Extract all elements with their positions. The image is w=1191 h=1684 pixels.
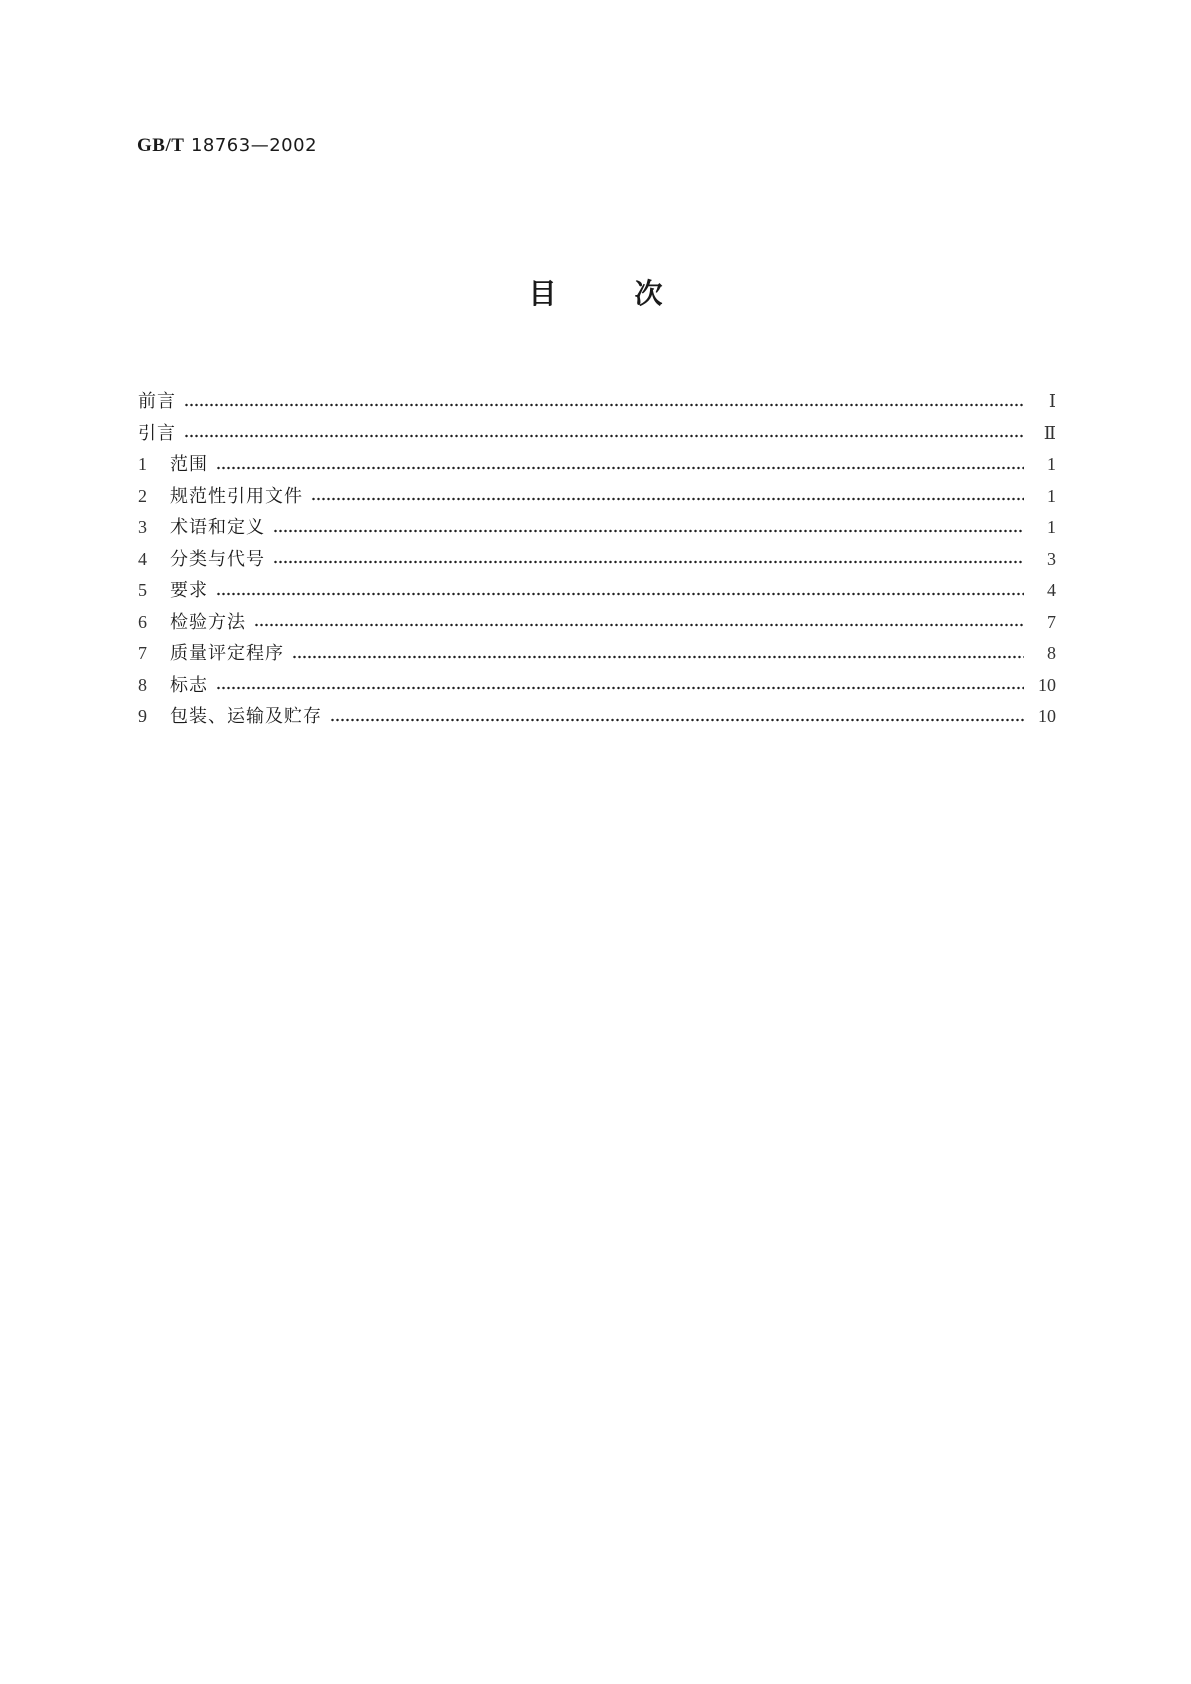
toc-dot-leader [216,466,1024,470]
document-code-number: 18763—2002 [190,135,318,156]
toc-entry-page: 10 [1038,706,1056,726]
toc-entry-page: Ⅰ [1048,391,1056,411]
toc-entry-label: 范围 [170,454,208,475]
toc-title-char-2: 次 [634,277,663,310]
document-code-prefix: GB/T [137,135,185,156]
toc-dot-leader [216,592,1024,596]
toc-entry-number: 9 [138,706,147,726]
toc-entry-page: 10 [1038,674,1056,695]
toc-title-char-1: 目 [528,277,557,310]
table-of-contents [138,386,1056,733]
toc-dot-leader [254,623,1024,627]
toc-dot-leader [216,686,1024,690]
toc-entry-label: 术语和定义 [170,517,265,538]
toc-entry-page: 1 [1047,517,1056,537]
toc-entry-page: 1 [1047,454,1056,474]
toc-entry-6[interactable] [138,607,1056,639]
toc-entry-label: 引言 [138,422,176,444]
toc-entry-number: 2 [138,485,147,506]
toc-entry-1[interactable] [138,449,1056,481]
toc-entry-2[interactable] [138,481,1056,513]
toc-entry-4[interactable] [138,544,1056,576]
toc-dot-leader [184,434,1024,438]
toc-entry-label: 前言 [138,391,176,412]
toc-title [0,277,1191,311]
toc-entry-number: 7 [138,643,147,663]
toc-dot-leader [273,560,1024,564]
toc-dot-leader [311,497,1024,501]
toc-entry-number: 4 [138,548,147,569]
toc-entry-label: 包装、运输及贮存 [170,706,322,727]
toc-entry-label: 检验方法 [170,611,246,633]
toc-entry-page: 7 [1047,611,1056,632]
toc-entry-number: 3 [138,517,147,537]
toc-entry-foreword[interactable] [138,386,1056,418]
toc-entry-page: Ⅱ [1043,422,1056,443]
toc-entry-3[interactable] [138,512,1056,544]
toc-entry-number: 6 [138,611,147,632]
toc-dot-leader [330,718,1024,722]
toc-entry-introduction[interactable] [138,418,1056,450]
toc-entry-8[interactable] [138,670,1056,702]
toc-entry-7[interactable] [138,638,1056,670]
toc-dot-leader [184,403,1024,407]
toc-entry-label: 质量评定程序 [170,643,284,664]
toc-entry-9[interactable] [138,701,1056,733]
toc-entry-page: 4 [1047,580,1056,600]
toc-entry-page: 3 [1047,548,1056,569]
toc-entry-number: 5 [138,580,147,600]
toc-entry-label: 标志 [170,674,208,696]
toc-entry-label: 要求 [170,580,208,601]
toc-dot-leader [273,529,1024,533]
toc-entry-5[interactable] [138,575,1056,607]
toc-dot-leader [292,655,1024,659]
toc-entry-label: 规范性引用文件 [170,485,303,507]
document-code [137,134,317,157]
toc-entry-page: 1 [1047,485,1056,506]
toc-entry-number: 8 [138,674,147,695]
toc-entry-label: 分类与代号 [170,548,265,570]
toc-entry-number: 1 [138,454,147,474]
toc-entry-page: 8 [1047,643,1056,663]
